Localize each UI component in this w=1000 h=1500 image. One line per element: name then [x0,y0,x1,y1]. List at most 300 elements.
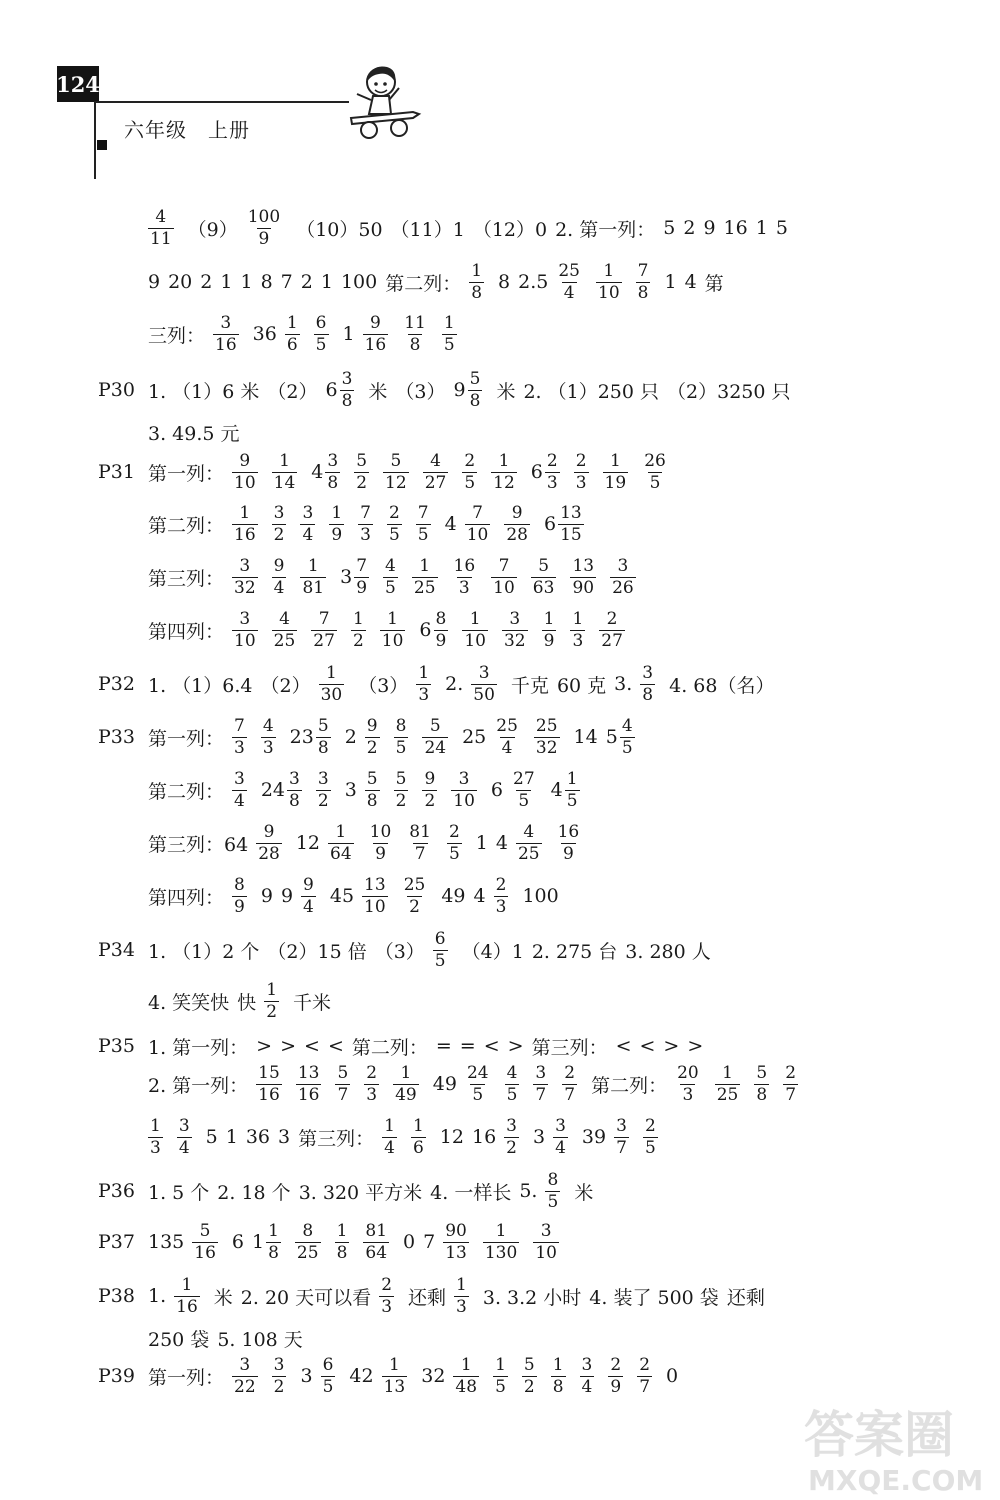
denominator: 16 [234,524,256,545]
denominator: 130 [484,1242,518,1263]
denominator: 3 [575,472,587,493]
page-header [0,0,1000,190]
numerator: 8 [234,874,245,895]
numerator: 1 [325,662,337,683]
page-ref-text: P34 [98,939,135,961]
answer-text: （10）50 [296,218,383,241]
denominator: 16 [194,1242,216,1263]
page-number: 124 [57,66,99,102]
answer-text: 千米 [293,991,332,1014]
denominator: 5 [417,524,429,545]
fraction [783,1062,798,1105]
numerator: 4 [155,206,167,227]
denominator: 4 [178,1137,190,1158]
answer-text: 米 [496,380,516,403]
page-ref-label [98,446,149,498]
fraction [608,1354,623,1397]
answer-text: 8 [260,271,273,293]
denominator: 2 [273,524,285,545]
denominator: 16 [215,334,237,355]
numerator: 90 [445,1220,467,1241]
numerator: 1 [443,312,455,333]
numerator: 1 [352,608,364,629]
denominator: 3 [495,896,507,917]
denominator: 8 [552,1376,564,1397]
answer-text: 7 [423,1231,436,1253]
denominator: 5 [385,577,396,598]
denominator: 2 [273,1376,285,1397]
denominator: 7 [785,1084,797,1105]
answer-text: < [327,1035,344,1057]
boy-on-pencil-icon [343,58,423,142]
answer-text: 4. 68（名） [669,674,775,697]
numerator: 8 [395,715,407,736]
denominator: 25 [273,630,296,651]
denominator: 7 [337,1084,349,1105]
fraction [494,874,509,917]
fraction [422,715,448,758]
answer-text: 第四列： [148,620,225,643]
fraction [522,1354,537,1397]
fraction [462,450,477,493]
answer-text: 2 [300,271,313,293]
page-ref-label [98,1350,149,1402]
answer-text: 2. 275 台 [531,940,618,963]
denominator: 12 [493,472,515,493]
denominator: 5 [621,737,633,758]
fraction [148,206,174,249]
numerator: 3 [478,662,490,683]
denominator: 5 [434,950,446,971]
denominator: 7 [616,1137,627,1158]
numerator: 1 [335,821,347,842]
denominator: 10 [453,790,475,811]
numerator: 1 [389,1354,400,1375]
fraction [232,502,258,545]
numerator: 81 [409,821,431,842]
mixed-number [605,715,635,758]
fraction [256,1062,282,1105]
answer-text: （3） [374,940,425,963]
fraction [643,1115,658,1158]
numerator: 1 [469,608,481,629]
denominator: 2 [523,1376,535,1397]
numerator: 1 [552,1354,564,1375]
numerator: 1 [495,1354,506,1375]
answer-text: 3. 49.5 元 [148,422,240,445]
answer-line [148,202,796,254]
answer-text: 36 [252,323,277,345]
numerator: 3 [234,768,245,789]
numerator: 3 [273,502,285,523]
fraction [416,502,431,545]
numerator: 5 [538,555,550,576]
answer-line [148,1058,812,1110]
answer-text: （2）3250 只 [667,380,791,403]
denominator: 22 [234,1376,256,1397]
page-ref-text: P38 [98,1285,135,1307]
fraction [300,555,326,598]
denominator: 10 [598,282,620,303]
numerator: 9 [511,502,523,523]
numerator: 9 [239,450,251,471]
denominator: 15 [560,524,582,545]
fraction [505,1062,520,1105]
denominator: 64 [330,843,352,864]
denominator: 9 [375,843,386,864]
denominator: 81 [302,577,325,598]
numerator: 9 [370,312,381,333]
numerator: 3 [555,1115,566,1136]
denominator: 3 [682,1084,694,1105]
fraction [570,555,596,598]
denominator: 28 [258,843,280,864]
whole-part: 6 [325,379,338,401]
answer-text: 2 [200,271,213,293]
denominator: 48 [455,1376,478,1397]
fraction [380,608,406,651]
answer-text: （9） [187,218,238,241]
fraction [603,450,629,493]
answer-text: 12 [295,832,321,854]
denominator: 24 [424,737,447,758]
whole-part: 9 [453,379,466,401]
numerator: 2 [575,450,587,471]
answer-text: 第 [704,272,724,295]
numerator: 1 [150,1115,161,1136]
fraction [261,715,276,758]
numerator: 1 [181,1274,193,1295]
answer-text: 米 [574,1181,594,1204]
answer-text: 4. 一样长 [430,1181,512,1204]
answer-text: 9 [703,217,716,239]
denominator: 2 [366,737,378,758]
numerator: 6 [315,312,327,333]
numerator: 5 [429,715,441,736]
fraction [545,450,560,493]
fraction [148,1115,163,1158]
denominator: 9 [258,228,270,249]
numerator: 7 [472,502,483,523]
fraction [452,555,478,598]
numerator: 2 [564,1062,576,1083]
fraction [504,1115,519,1158]
fraction [465,502,491,545]
denominator: 27 [313,630,335,651]
fraction [362,874,388,917]
answer-text: 第一列： [148,462,225,485]
denominator: 3 [262,737,274,758]
denominator: 5 [472,1084,484,1105]
answer-text: 0 [403,1231,416,1253]
denominator: 2 [409,896,420,917]
fraction [580,1354,595,1397]
page-ref-label [98,711,149,763]
answer-line [148,551,650,603]
numerator: 7 [360,502,371,523]
denominator: 27 [424,472,447,493]
numerator: 3 [642,662,654,683]
denominator: 10 [464,630,486,651]
numerator: 1 [603,260,615,281]
answer-text: > [280,1035,297,1057]
mixed-number [260,768,302,811]
denominator: 3 [572,630,584,651]
numerator: 3 [617,555,629,576]
numerator: 2 [366,1062,378,1083]
answer-text: 8 [498,271,511,293]
answer-text: 3 [300,1365,313,1387]
denominator: 4 [501,737,513,758]
fraction [382,1115,397,1158]
fraction [295,1220,321,1263]
numerator: 3 [581,1354,593,1375]
fraction [570,608,585,651]
numerator: 3 [540,1220,552,1241]
denominator: 10 [234,472,256,493]
fraction [177,1115,192,1158]
answer-text: （2） [267,380,318,403]
answer-text: 39 [581,1126,607,1148]
numerator: 5 [337,1062,349,1083]
answer-text: 16 [723,217,748,239]
answer-text: 快 [237,991,257,1014]
header-vertical-rule [94,101,96,179]
denominator: 3 [360,524,371,545]
numerator: 1 [722,1062,733,1083]
numerator: 5 [756,1062,768,1083]
denominator: 4 [234,790,245,811]
denominator: 32 [535,737,558,758]
numerator: 1 [609,450,621,471]
fraction [451,768,477,811]
denominator: 9 [610,1376,622,1397]
numerator: 1 [566,768,578,789]
numerator: 9 [303,874,314,895]
denominator: 4 [563,282,575,303]
fraction [329,502,344,545]
whole-part: 4 [550,779,563,801]
answer-text: 1 [664,271,677,293]
denominator: 3 [456,1296,467,1317]
denominator: 32 [234,577,256,598]
fraction [272,1354,287,1397]
fraction [379,1274,394,1317]
denominator: 5 [395,737,407,758]
fraction [321,1354,336,1397]
denominator: 8 [336,1242,348,1263]
answer-text: 25 [462,726,487,748]
whole-part: 6 [530,461,543,483]
fraction [565,768,580,811]
answer-text: 32 [421,1365,446,1387]
fraction [416,662,431,705]
denominator: 7 [535,1084,547,1105]
answer-line [148,1165,601,1217]
mixed-number [252,1220,281,1263]
denominator: 28 [506,524,528,545]
fraction [531,555,557,598]
fraction [542,608,557,651]
numerator: 4 [621,715,633,736]
page-ref-text: P31 [98,461,135,483]
fraction [556,260,582,303]
fraction [316,715,331,758]
answer-text: 第二列： [385,272,462,295]
fraction [232,768,247,811]
numerator: 1 [419,555,431,576]
page-ref-text: P33 [98,726,135,748]
answer-text: 42 [349,1365,374,1387]
fraction [368,821,394,864]
numerator: 5 [317,715,329,736]
numerator: 25 [496,715,518,736]
fraction [423,450,449,493]
denominator: 5 [448,843,460,864]
numerator: 1 [495,1220,507,1241]
answer-text: （3） [395,380,446,403]
fraction [285,312,300,355]
denominator: 10 [234,630,256,651]
fraction [412,555,438,598]
answer-text: 3 [344,779,357,801]
fraction [301,874,316,917]
answer-text: 135 [148,1231,185,1253]
denominator: 2 [317,790,329,811]
numerator: 1 [460,1354,472,1375]
denominator: 5 [518,790,530,811]
numerator: 3 [289,768,300,789]
denominator: 6 [412,1137,424,1158]
numerator: 3 [239,555,251,576]
fraction [469,260,484,303]
numerator: 3 [239,608,251,629]
fraction [264,979,279,1022]
denominator: 4 [303,896,314,917]
numerator: 7 [318,608,330,629]
watermark-text: 答案圈 [804,1406,954,1464]
numerator: 2 [495,874,507,895]
page-ref-label [98,1270,149,1322]
denominator: 8 [409,334,421,355]
answer-text: 5 [205,1126,218,1148]
fraction [574,450,589,493]
numerator: 1 [418,662,430,683]
denominator: 2 [266,1001,278,1022]
fraction [311,608,337,651]
denominator: 8 [642,684,654,705]
denominator: 9 [234,896,245,917]
fraction [465,1062,491,1105]
numerator: 6 [322,1354,334,1375]
denominator: 27 [601,630,623,651]
fraction [325,450,340,493]
numerator: 5 [366,768,378,789]
numerator: 3 [535,1062,547,1083]
answer-text: 第三列： [531,1036,608,1059]
fraction [620,715,635,758]
numerator: 3 [506,1115,517,1136]
denominator: 32 [503,630,526,651]
denominator: 5 [464,472,476,493]
numerator: 5 [199,1220,211,1241]
answer-text: > [687,1035,704,1057]
numerator: 1 [572,608,584,629]
denominator: 19 [604,472,627,493]
numerator: 1 [400,1062,412,1083]
fraction [534,715,560,758]
fraction [300,502,315,545]
answer-text: 12 [439,1126,464,1148]
numerator: 16 [557,821,580,842]
answer-text: 3. 280 人 [625,940,711,963]
numerator: 3 [458,768,470,789]
numerator: 4 [523,821,535,842]
denominator: 90 [572,577,595,598]
whole-part: 5 [605,726,618,748]
page-ref-text: P39 [98,1365,135,1387]
answer-text: 还剩 [408,1286,447,1309]
answer-text: 第一列： [148,727,225,750]
mixed-number [340,555,369,598]
answer-text: （11）1 [390,218,465,241]
denominator: 5 [506,1084,518,1105]
fraction [636,260,651,303]
fraction [335,1220,350,1263]
answer-text: 2.5 [518,271,549,293]
numerator: 3 [178,1115,190,1136]
whole-part: 1 [252,1231,265,1253]
numerator: 2 [381,1274,393,1295]
numerator: 26 [644,450,666,471]
answer-text: 1. （1）6 米 [148,380,260,403]
answer-line [148,711,649,763]
numerator: 1 [498,450,510,471]
numerator: 2 [448,821,460,842]
denominator: 8 [341,390,353,411]
whole-part: 6 [419,619,432,641]
numerator: 4 [279,608,290,629]
whole-part: 3 [340,566,353,588]
numerator: 7 [234,715,245,736]
answer-text: 4. 笑笑快 [148,991,230,1014]
fraction [462,608,488,651]
numerator: 3 [273,1354,285,1375]
fraction [364,1062,379,1105]
fraction [502,608,528,651]
answer-text: 2. 18 个 [217,1181,291,1204]
page-ref-text: P37 [98,1231,135,1253]
numerator: 3 [220,312,232,333]
fraction [504,502,530,545]
answer-text: 45 [329,885,355,907]
whole-part: 6 [544,513,557,535]
answer-text: 5. [519,1180,538,1202]
fraction [640,662,655,705]
answer-text: 5 [775,217,788,239]
header-rule [94,101,349,103]
denominator: 10 [466,524,489,545]
fraction [232,450,258,493]
fraction [351,608,366,651]
page-ref-text: P32 [98,673,135,695]
denominator: 5 [644,1137,656,1158]
fraction [562,1062,577,1105]
answer-text: 250 袋 [148,1328,210,1351]
numerator: 8 [547,1169,559,1190]
numerator: 5 [523,1354,535,1375]
denominator: 16 [258,1084,280,1105]
